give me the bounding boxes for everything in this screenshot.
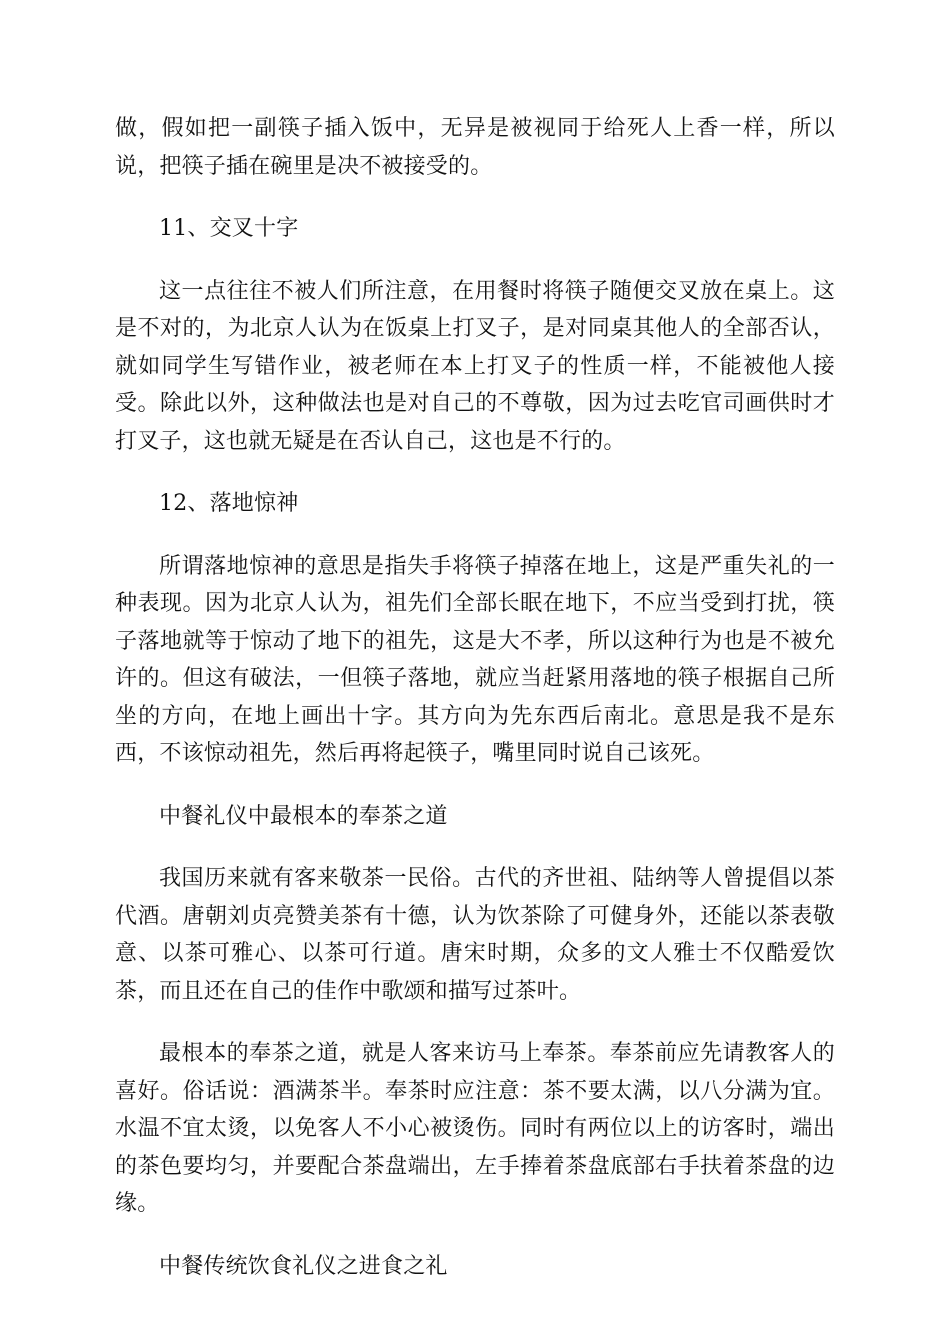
paragraph-tea-serving: 最根本的奉茶之道，就是人客来访马上奉茶。奉茶前应先请教客人的喜好。俗话说：酒满茶半。奉茶时应注意：茶不要太满，以八分满为宜。水温不宜太烫，以免客人不小心被烫伤。同时有两位以上的访客时，端出的茶色要均匀，并要配合茶盘端出，左手捧着茶盘底部右手扶着茶盘的边缘。 [115, 1041, 835, 1216]
heading-cross-chopsticks: 11、交叉十字 [159, 216, 299, 241]
heading-tea-serving: 中餐礼仪中最根本的奉茶之道 [159, 803, 448, 829]
heading-dropped-chopsticks: 12、落地惊神 [159, 491, 299, 516]
heading-eating-etiquette: 中餐传统饮食礼仪之进食之礼 [159, 1253, 448, 1279]
paragraph-dropped-chopsticks: 所谓落地惊神的意思是指失手将筷子掉落在地上，这是严重失礼的一种表现。因为北京人认为，祖先们全部长眠在地下，不应当受到打扰，筷子落地就等于惊动了地下的祖先，这是大不孝，所以这种行为也是不被允许的。但这有破法，一但筷子落地，就应当赶紧用落地的筷子根据自己所坐的方向，在地上画出十字。其方向为先东西后南北。意思是我不是东西，不该惊动祖先，然后再将起筷子，嘴里同时说自己该死。 [115, 553, 835, 766]
paragraph-tea-history: 我国历来就有客来敬茶一民俗。古代的齐世祖、陆纳等人曾提倡以茶代酒。唐朝刘贞亮赞美茶有十德，认为饮茶除了可健身外，还能以茶表敬意、以茶可雅心、以茶可行道。唐宋时期，众多的文人雅士不仅酷爱饮茶，而且还在自己的佳作中歌颂和描写过茶叶。 [115, 866, 835, 1004]
paragraph-chopsticks-in-rice-end: 做，假如把一副筷子插入饭中，无异是被视同于给死人上香一样，所以说，把筷子插在碗里是决不被接受的。 [115, 116, 835, 179]
document-page [115, 110, 835, 1285]
paragraph-cross-chopsticks: 这一点往往不被人们所注意，在用餐时将筷子随便交叉放在桌上。这是不对的，为北京人认为在饭桌上打叉子，是对同桌其他人的全部否认，就如同学生写错作业，被老师在本上打叉子的性质一样，不能被他人接受。除此以外，这种做法也是对自己的不尊敬，因为过去吃官司画供时才打叉子，这也就无疑是在否认自己，这也是不行的。 [115, 278, 835, 454]
